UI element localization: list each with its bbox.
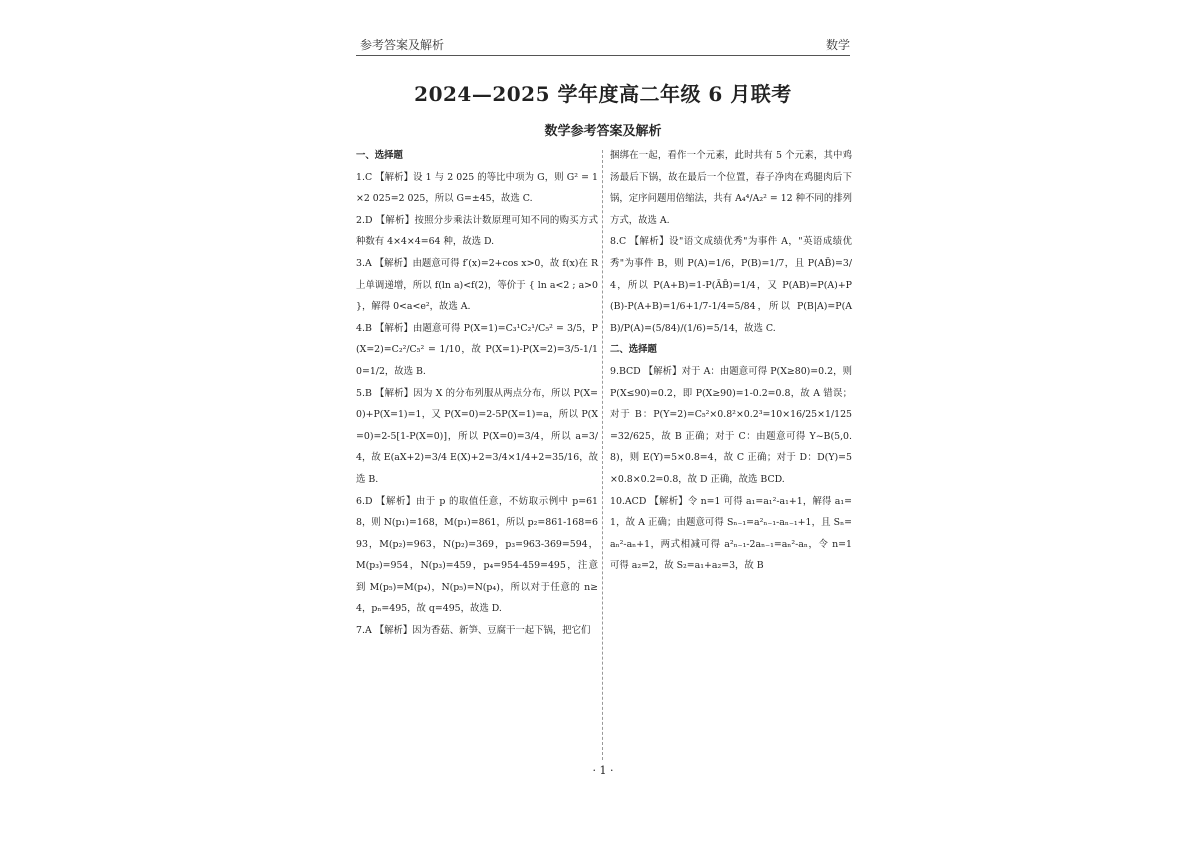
column-divider <box>602 150 603 760</box>
running-header <box>358 36 850 54</box>
answer-item: 捆绑在一起，看作一个元素，此时共有 5 个元素，其中鸡汤最后下锅，故在最后一个位置，春子净肉在鸡腿肉后下锅，定序问题用倍缩法，共有 A₄⁴/A₂² = 12 种不同的排列方式，故选 A. <box>610 150 852 226</box>
header-left-text: 参考答案及解析 <box>360 38 445 52</box>
answer-item: 10.ACD 【解析】令 n=1 可得 a₁=a₁²-a₁+1，解得 a₁=1，故 A 正确；由题意可得 Sₙ₋₁=a²ₙ₋₁-aₙ₋₁+1，且 Sₙ=aₙ²-aₙ+1，两式相减可得 a²ₙ₋₁-2aₙ₋₁=aₙ²-aₙ，令 n=1 可得 a₂=2，故 S₂=a₁+a₂=3，故 B <box>610 495 852 572</box>
page-subtitle: 数学参考答案及解析 <box>544 124 662 139</box>
section-heading: 一、选择题 <box>356 150 403 161</box>
answer-item: 4.B 【解析】由题意可得 P(X=1)=C₃¹C₂¹/C₅² = 3/5，P(X=2)=C₂²/C₅² = 1/10，故 P(X=1)-P(X=2)=3/5-1/10=1/2，故选 B. <box>356 322 598 377</box>
header-rule <box>356 55 850 56</box>
page-number: · 1 · <box>592 764 614 777</box>
answer-item: 7.A 【解析】因为香菇、新笋、豆腐干一起下锅，把它们 <box>356 625 591 637</box>
answer-item: 6.D 【解析】由于 p 的取值任意，不妨取示例中 p=618，则 N(p₁)=168，M(p₁)=861，所以 p₂=861-168=693，M(p₂)=963，N(p₂)=369，p₃=963-369=594，M(p₃)=954，N(p₃)=459，p₄=954-459=495，注意到 M(p₅)=M(p₄)，N(p₅)=N(p₄)，所以对于任意的 n≥4，pₙ=495，故 q=495，故选 D. <box>356 495 599 615</box>
section-heading: 二、选择题 <box>610 344 657 356</box>
answer-item: 5.B 【解析】因为 X 的分布列服从两点分布，所以 P(X=0)+P(X=1)=1，又 P(X=0)=2-5P(X=1)=a，所以 P(X=0)=2-5[1-P(X=0)]，所以 P(X=0)=3/4，所以 a=3/4，故 E(aX+2)=3/4 E(X)+2=3/4×1/4+2=35/16，故选 B. <box>356 387 598 485</box>
answer-item: 1.C 【解析】设 1 与 2 025 的等比中项为 G，则 G² = 1×2 025=2 025，所以 G=±45，故选 C. <box>356 171 598 205</box>
left-column <box>356 145 598 642</box>
page-title: 2024—2025 学年度高二年级 6 月联考 <box>414 82 792 106</box>
answer-item: 3.A 【解析】由题意可得 f′(x)=2+cos x>0，故 f(x)在 R 上单调递增，所以 f(ln a)<f(2)，等价于 { ln a<2 ; a>0 }，解得 0<a<e²，故选 A. <box>356 257 598 313</box>
answer-item: 2.D 【解析】按照分步乘法计数原理可知不同的购买方式种数有 4×4×4=64 种，故选 D. <box>356 214 598 248</box>
answer-item: 8.C 【解析】设"语文成绩优秀"为事件 A，"英语成绩优秀"为事件 B，则 P(A)=1/6，P(B)=1/7，且 P(AB̄)=3/4，所以 P(A+B)=1-P(ĀB̄)=1/4，又 P(AB)=P(A)+P(B)-P(A+B)=1/6+1/7-1/4=5/84，所以 P(B|A)=P(AB)/P(A)=(5/84)/(1/6)=5/14，故选 C. <box>610 236 852 334</box>
header-subject-text: 数学 <box>825 38 850 52</box>
right-column <box>610 145 852 577</box>
answer-item: 9.BCD 【解析】对于 A：由题意可得 P(X≥80)=0.2，则 P(X≤90)=0.2，即 P(X≥90)=1-0.2=0.8，故 A 错误；对于 B：P(Y=2)=C₅²×0.8²×0.2³=10×16/25×1/125=32/625，故 B 正确；对于 C：由题意可得 Y~B(5,0.8)，则 E(Y)=5×0.8=4，故 C 正确；对于 D：D(Y)=5×0.8×0.2=0.8，故 D 正确，故选 BCD. <box>610 365 852 485</box>
